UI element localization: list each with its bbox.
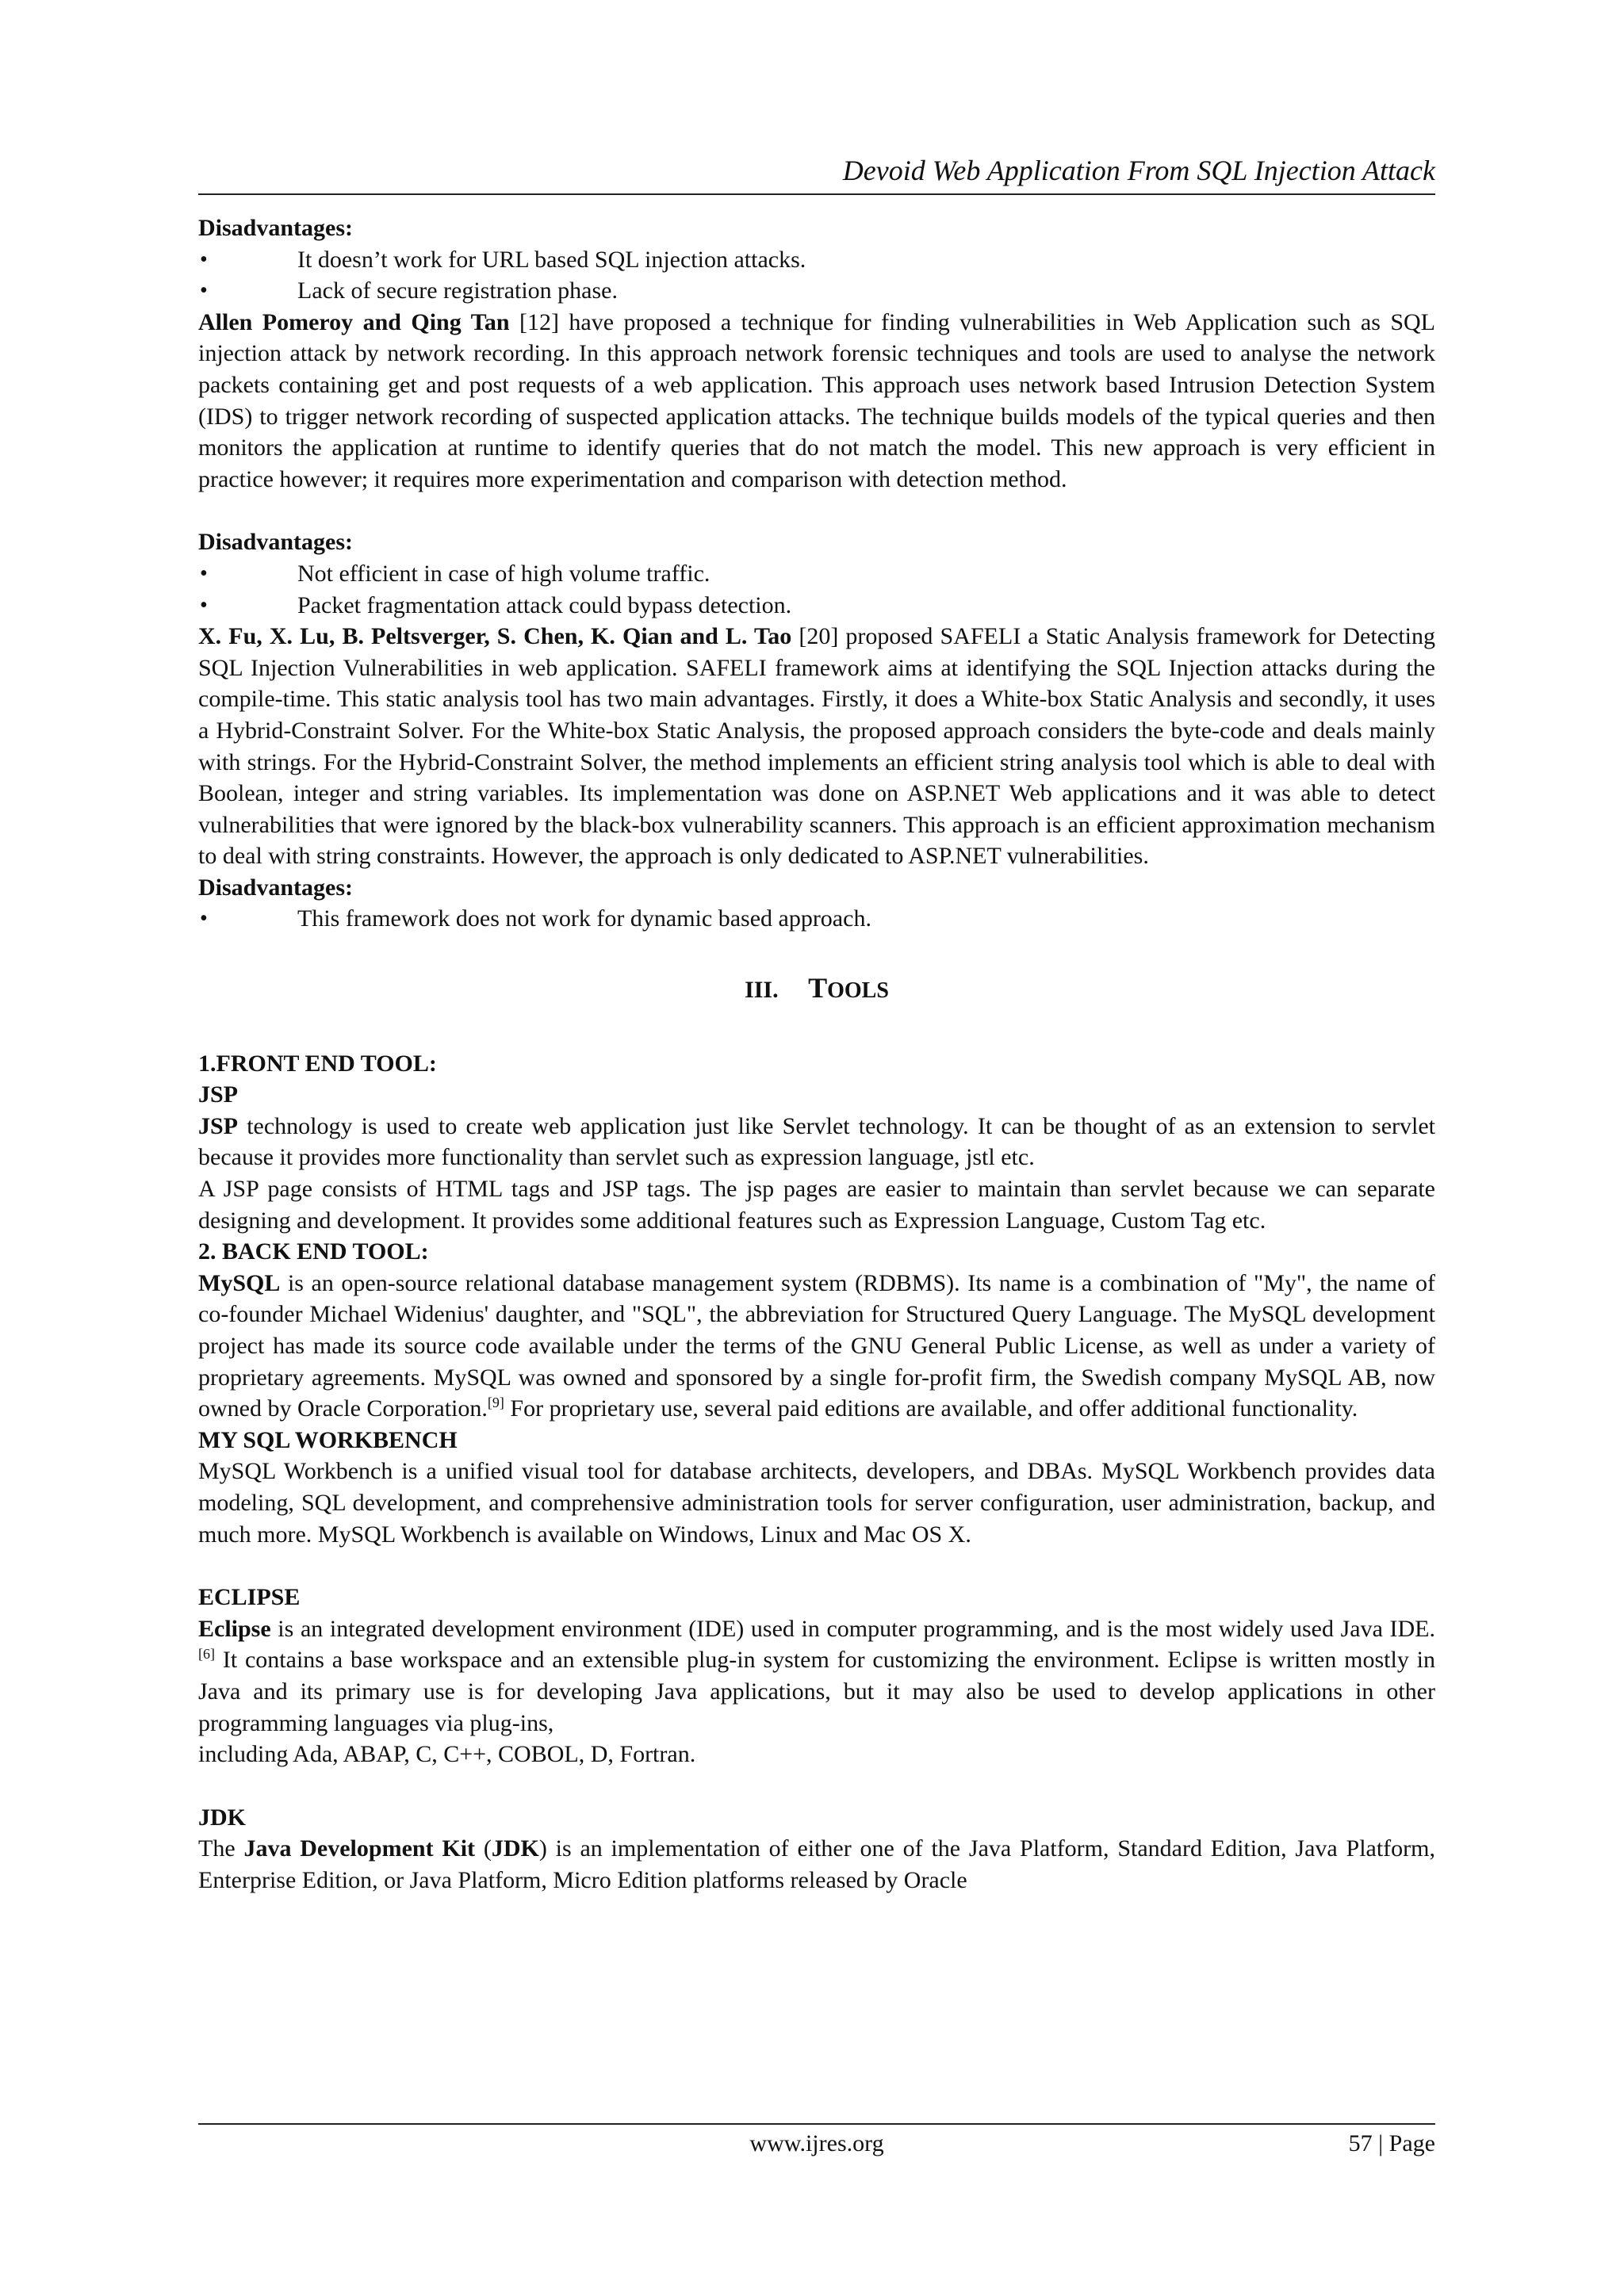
paragraph-text: technology is used to create web application just like Servlet technology. It can be thought of as an extension to servlet because it provides more functionality than servlet such as expression language, jstl etc. bbox=[198, 1112, 1435, 1171]
paragraph bbox=[198, 621, 1435, 872]
paragraph bbox=[198, 1268, 1435, 1425]
page-body bbox=[198, 212, 1435, 1896]
section-number: III. bbox=[745, 977, 779, 1004]
disadvantages-heading: Disadvantages: bbox=[198, 215, 354, 241]
paragraph bbox=[198, 1111, 1435, 1173]
section-title-initial: T bbox=[808, 972, 828, 1004]
list-item: • Not efficient in case of high volume traffic. bbox=[198, 558, 1435, 590]
author-names: X. Fu, X. Lu, B. Peltsverger, S. Chen, K. Qian and L. Tao bbox=[198, 623, 792, 650]
subsection-heading: JDK bbox=[198, 1804, 246, 1831]
paragraph-text: For proprietary use, several paid editions are available, and offer additional functionality. bbox=[504, 1395, 1358, 1422]
paragraph-text: [12] have proposed a technique for finding vulnerabilities in Web Application such as SQL injection attack by network recording. In this approach network forensic techniques and tools are used to analyse the network packets containing get and post requests of a web application. This approach uses network based Intrusion Detection System (IDS) to trigger network recording of suspected application attacks. The technique builds models of the typical queries and then monitors the application at runtime to identify queries that do not match the model. This new approach is very efficient in practice however; it requires more experimentation and comparison with detection method. bbox=[198, 308, 1435, 492]
paragraph-text: is an integrated development environment (IDE) used in computer programming, and is the most widely used Java IDE. bbox=[270, 1615, 1435, 1642]
spacer bbox=[198, 1770, 1435, 1802]
term: JSP bbox=[198, 1112, 239, 1139]
paragraph: MySQL Workbench is a unified visual tool for database architects, developers, and DBAs. MySQL Workbench provides data modeling, SQL development, and comprehensive administration tools for server configuration, user administration, backup, and much more. MySQL Workbench is available on Windows, Linux and Mac OS X. bbox=[198, 1458, 1435, 1548]
footer-site: www.ijres.org bbox=[749, 2130, 884, 2156]
running-header: Devoid Web Application From SQL Injection Attack bbox=[842, 155, 1435, 186]
subsection-subheading: JSP bbox=[198, 1081, 239, 1108]
header-rule bbox=[198, 193, 1435, 195]
list-item: • Lack of secure registration phase. bbox=[198, 275, 1435, 307]
subsection-heading: MY SQL WORKBENCH bbox=[198, 1426, 458, 1453]
citation-ref: [6] bbox=[198, 1646, 215, 1663]
footer-rule bbox=[198, 2123, 1435, 2125]
paragraph: including Ada, ABAP, C, C++, COBOL, D, Fortran. bbox=[198, 1741, 696, 1768]
page-number: 57 | Page bbox=[1348, 2130, 1435, 2156]
paragraph bbox=[198, 1833, 1435, 1896]
bullet-list bbox=[198, 903, 1435, 935]
term: Java Development Kit bbox=[243, 1835, 476, 1862]
list-item: • It doesn’t work for URL based SQL injection attacks. bbox=[198, 244, 1435, 276]
paragraph-text: is an open-source relational database management system (RDBMS). Its name is a combination of "My", the name of co-founder Michael Widenius' daughter, and "SQL", the abbreviation for Structured Query Language. The MySQL development project has made its source code available under the terms of the GNU General Public License, as well as under a variety of proprietary agreements. MySQL was owned and sponsored by a single for-profit firm, the Swedish company MySQL AB, now owned by Oracle Corporation. bbox=[198, 1269, 1435, 1422]
paragraph-text: It contains a base workspace and an extensible plug-in system for customizing the environment. Eclipse is written mostly in Java and its primary use is for developing Java applications, but it may also be used to develop applications in other programming languages via plug-ins, bbox=[198, 1647, 1435, 1736]
bullet-list bbox=[198, 558, 1435, 621]
subsection-heading: 1.FRONT END TOOL: bbox=[198, 1050, 437, 1077]
bullet-list bbox=[198, 244, 1435, 307]
disadvantages-heading: Disadvantages: bbox=[198, 529, 354, 556]
spacer bbox=[198, 495, 1435, 526]
term: JDK bbox=[491, 1835, 539, 1862]
term: MySQL bbox=[198, 1269, 281, 1296]
paragraph-text: ( bbox=[475, 1835, 492, 1862]
list-item: • This framework does not work for dynamic based approach. bbox=[198, 903, 1435, 935]
section-title-rest: OOLS bbox=[827, 978, 889, 1004]
paragraph-text: The bbox=[198, 1835, 244, 1862]
paragraph bbox=[198, 307, 1435, 496]
author-names: Allen Pomeroy and Qing Tan bbox=[198, 308, 510, 335]
term: Eclipse bbox=[198, 1615, 271, 1642]
subsection-heading: ECLIPSE bbox=[198, 1584, 301, 1611]
paragraph-text: [20] proposed SAFELI a Static Analysis framework for Detecting SQL Injection Vulnerabilities in web application. SAFELI framework aims at identifying the SQL Injection attacks during the compile-time. This static analysis tool has two main advantages. Firstly, it does a White-box Static Analysis and secondly, it uses a Hybrid-Constraint Solver. For the White-box Static Analysis, the proposed approach considers the byte-code and deals mainly with strings. For the Hybrid-Constraint Solver, the method implements an efficient string analysis tool which is able to deal with Boolean, integer and string variables. Its implementation was done on ASP.NET Web applications and it was able to detect vulnerabilities that were ignored by the black-box vulnerability scanners. This approach is an efficient approximation mechanism to deal with string constraints. However, the approach is only dedicated to ASP.NET vulnerabilities. bbox=[198, 623, 1435, 870]
list-item: • Packet fragmentation attack could bypass detection. bbox=[198, 590, 1435, 622]
paragraph: A JSP page consists of HTML tags and JSP tags. The jsp pages are easier to maintain than servlet because we can separate designing and development. It provides some additional features such as Expression Language, Custom Tag etc. bbox=[198, 1176, 1435, 1234]
disadvantages-heading: Disadvantages: bbox=[198, 874, 354, 901]
paragraph bbox=[198, 1613, 1435, 1739]
citation-ref: [9] bbox=[487, 1395, 504, 1411]
subsection-heading: 2. BACK END TOOL: bbox=[198, 1238, 429, 1265]
section-heading bbox=[198, 973, 1435, 1007]
spacer bbox=[198, 1550, 1435, 1582]
paragraph-text: ) is an implementation of either one of the Java Platform, Standard Edition, Java Platform, Enterprise Edition, or Java Platform, Micro Edition platforms released by Oracle bbox=[198, 1835, 1435, 1893]
